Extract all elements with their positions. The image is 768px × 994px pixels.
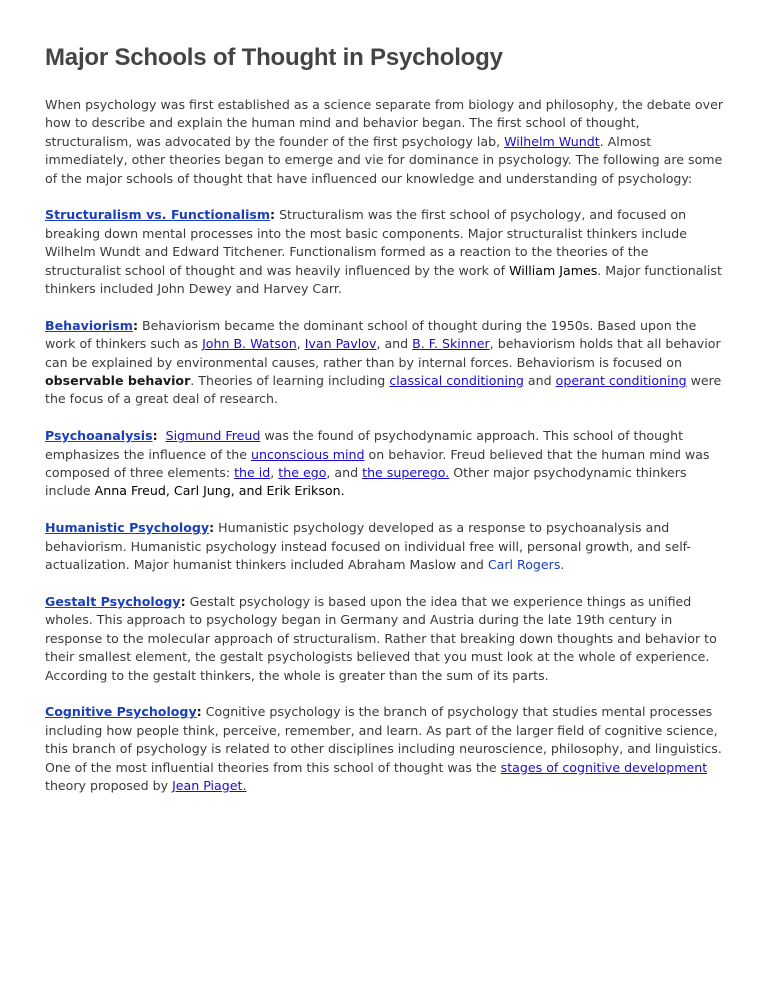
link-john-b-watson[interactable]: John B. Watson (202, 336, 297, 352)
section-cognitive: Cognitive Psychology: Cognitive psychology is the branch of psychology that studies mental processes including how people think, perceive, remember, and learn. As part of the larger field of cognitive science, this branch of psychology is related to other disciplines including neuroscience, philosophy, and linguistics. One of the most influential theories from this school of thought was the stages of cognitive development theory proposed by Jean Piaget. (45, 704, 722, 793)
section-behaviorism: Behaviorism: Behaviorism became the dominant school of thought during the 1950s. Based upon the work of thinkers such as John B. Watson, Ivan Pavlov, and B. F. Skinner, behaviorism holds that all behavior can be explained by environmental causes, rather than by internal forces. Behaviorism is focused on observable behavior. Theories of learning including classical conditioning and operant conditioning were the focus of a great deal of research. (45, 317, 722, 407)
link-psychoanalysis[interactable]: Psychoanalysis (45, 428, 153, 444)
link-sigmund-freud[interactable]: Sigmund Freud (165, 428, 261, 444)
section-humanistic: Humanistic Psychology: Humanistic psychology developed as a response to psychoanalysis and behaviorism. Humanistic psychology instead focused on individual free will, personal growth, and self-actualization. Major humanist thinkers included Abraham Maslow and Carl Rogers. (45, 520, 691, 573)
link-the-ego[interactable]: the ego (278, 465, 327, 481)
link-jean-piaget[interactable]: Jean Piaget. (172, 777, 247, 793)
page-title: Major Schools of Thought in Psychology (45, 44, 503, 71)
psychodynamic-thinkers-text: Anna Freud, Carl Jung, and Erik Erikson. (94, 483, 345, 499)
link-stages-of-cognitive-development[interactable]: stages of cognitive development (500, 759, 708, 775)
link-the-id[interactable]: the id (234, 465, 271, 481)
link-the-superego[interactable]: the superego. (362, 465, 450, 481)
link-classical-conditioning[interactable]: classical conditioning (389, 373, 524, 389)
link-b-f-skinner[interactable]: B. F. Skinner (412, 336, 490, 352)
section-gestalt: Gestalt Psychology: Gestalt psychology is based upon the idea that we experience things as unified wholes. This approach to psychology began in Germany and Austria during the late 19th century in response to the molecular approach of structuralism. Rather that breaking down thoughts and behavior to their smallest element, the gestalt psychologists believed that you must look at the whole of experience. According to the gestalt thinkers, the whole is greater than the sum of its parts. (45, 593, 717, 683)
intro-paragraph: When psychology was first established as a science separate from biology and philosophy, the debate over how to describe and explain the human mind and behavior began. The first school of thought, structuralism, was advocated by the founder of the first psychology lab, Wilhelm Wundt. Almost immediately, other theories began to emerge and vie for dominance in psychology. The following are some of the major schools of thought that have influenced our knowledge and understanding of psychology: (45, 97, 724, 186)
observable-behavior-bold: observable behavior (45, 373, 191, 389)
william-james-text: William James (509, 262, 598, 278)
carl-rogers-text: Carl Rogers. (487, 557, 565, 573)
link-behaviorism[interactable]: Behaviorism (45, 317, 133, 333)
section-structuralism: Structuralism vs. Functionalism: Structuralism was the first school of psychology, and focused on breaking down mental processes into the most basic components. Major structuralist thinkers include Wilhelm Wundt and Edward Titchener. Functionalism formed as a reaction to the theories of the structuralist school of thought and was heavily influenced by the work of William James. Major functionalist thinkers included John Dewey and Harvey Carr. (45, 207, 722, 297)
link-structuralism-vs-functionalism[interactable]: Structuralism vs. Functionalism (45, 207, 271, 223)
link-ivan-pavlov[interactable]: Ivan Pavlov (304, 336, 377, 352)
link-unconscious-mind[interactable]: unconscious mind (250, 446, 365, 462)
link-humanistic-psychology[interactable]: Humanistic Psychology (45, 520, 210, 536)
link-gestalt-psychology[interactable]: Gestalt Psychology (45, 593, 181, 609)
link-operant-conditioning[interactable]: operant conditioning (555, 373, 687, 389)
section-psychoanalysis: Psychoanalysis: Sigmund Freud was the found of psychodynamic approach. This school of thought emphasizes the influence of the unconscious mind on behavior. Freud believed that the human mind was composed of three elements: the id, the ego, and the superego. Other major psychodynamic thinkers include Anna Freud, Carl Jung, and Erik Erikson. (45, 428, 710, 499)
link-wilhelm-wundt[interactable]: Wilhelm Wundt (504, 133, 600, 149)
link-cognitive-psychology[interactable]: Cognitive Psychology (45, 704, 197, 720)
